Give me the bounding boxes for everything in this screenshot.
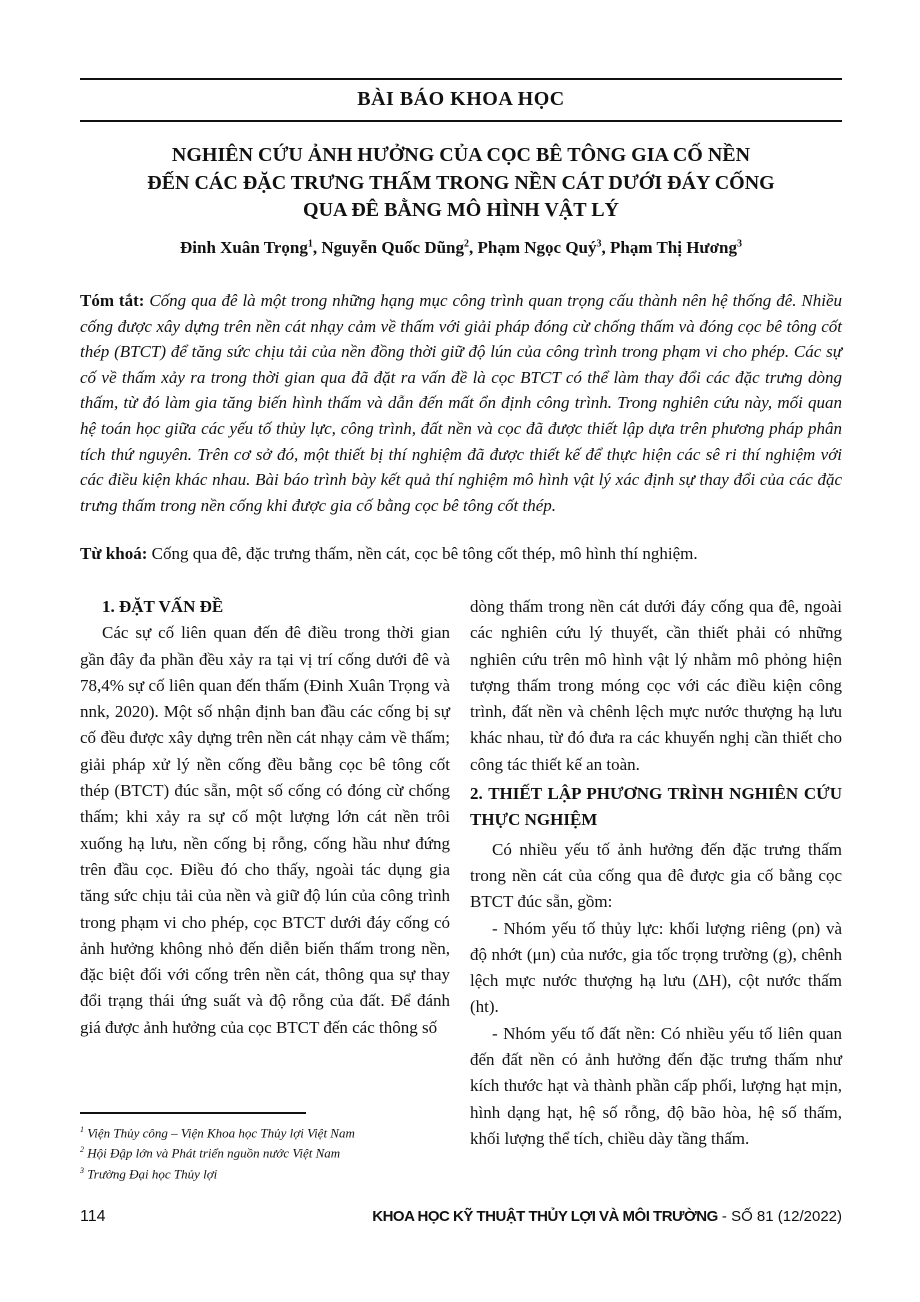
author: Phạm Ngọc Quý	[477, 238, 597, 257]
left-column	[80, 594, 450, 1041]
affiliation-mark: 3	[596, 238, 602, 250]
author: Nguyễn Quốc Dũng	[321, 238, 464, 257]
page-number: 114	[80, 1208, 106, 1225]
top-rule	[80, 78, 842, 80]
affiliation-mark: 1	[307, 238, 313, 250]
footnote: $^3$ Trường Đại học Thủy lợi	[80, 1165, 218, 1181]
keywords-label: Từ khoá:	[80, 544, 148, 563]
right-column	[470, 594, 842, 1152]
abstract	[80, 288, 842, 518]
paper-title	[100, 142, 822, 225]
abstract-label: Tóm tắt:	[80, 291, 145, 310]
list-item: - Nhóm yếu tố thủy lực: khối lượng riêng (ρn) và độ nhớt (μn) của nước, gia tốc trọng trường (g), chênh lệch mực nước thượng hạ lưu (ΔH), cột nước thấm (ht).	[470, 918, 842, 1017]
author: Phạm Thị Hương	[610, 238, 738, 257]
affiliation-mark: 3	[737, 238, 743, 250]
title-line: ĐẾN CÁC ĐẶC TRƯNG THẤM TRONG NỀN CÁT DƯỚI ĐÁY CỐNG	[147, 171, 775, 194]
section-heading: 2. THIẾT LẬP PHƯƠNG TRÌNH NGHIÊN CỨU THỰC NGHIỆM	[470, 784, 842, 830]
journal-name: KHOA HỌC KỸ THUẬT THỦY LỢI VÀ MÔI TRƯỜNG	[372, 1208, 718, 1225]
author-list: Đinh Xuân Trọng$^1$, Nguyễn Quốc Dũng$^2$, Phạm Ngọc Quý$^3$, Phạm Thị Hương$^3$	[179, 238, 743, 257]
keywords	[80, 544, 842, 564]
body-paragraph: dòng thấm trong nền cát dưới đáy cống qua đê, ngoài các nghiên cứu lý thuyết, cần thiết phải có những nghiên cứu trên mô hình vật lý nhằm mô phỏng hiện tượng thấm trong móng cọc với các điều kiện công trình, đất nền và chênh lệch mực nước thượng hạ lưu khác nhau, từ đó đưa ra các khuyến nghị cần thiết cho công tác thiết kế an toàn.	[470, 597, 842, 774]
section-label: BÀI BÁO KHOA HỌC	[357, 88, 565, 110]
title-line: QUA ĐÊ BẰNG MÔ HÌNH VẬT LÝ	[303, 199, 619, 221]
body-paragraph: Có nhiều yếu tố ảnh hưởng đến đặc trưng thấm trong nền cát của cống qua đê được gia cố bằng cọc BTCT đúc sẵn, gồm:	[470, 839, 842, 912]
footnote-rule	[80, 1112, 306, 1114]
affiliation-mark: 2	[464, 238, 469, 250]
section-heading: 1. ĐẶT VẤN ĐỀ	[102, 597, 224, 616]
title-line: NGHIÊN CỨU ẢNH HƯỞNG CỦA CỌC BÊ TÔNG GIA CỐ NỀN	[171, 144, 751, 166]
journal-footer	[372, 1208, 842, 1225]
footnote: $^1$ Viện Thủy công – Viện Khoa học Thủy lợi Việt Nam	[80, 1125, 355, 1141]
abstract-text: Cống qua đê là một trong những hạng mục công trình quan trọng cấu thành nên hệ thống đê. Nhiều cống được xây dựng trên nền cát nhạy cảm về thấm với giải pháp đóng cừ chống thấm và đóng cọc bê tông cốt thép (BTCT) để tăng sức chịu tải của nền đồng thời giữ độ lún của công trình trong phạm vi cho phép. Các sự cố về thấm xảy ra trong thời gian qua đã đặt ra vấn đề là cọc BTCT có thể làm thay đổi các đặc trưng dòng thấm, từ đó làm gia tăng biến hình thấm và dẫn đến mất ổn định công trình. Trong nghiên cứu này, mối quan hệ toán học giữa các yếu tố thủy lực, công trình, đất nền và cọc đã được thiết lập dựa trên phương pháp phân tích thứ nguyên. Trên cơ sở đó, một thiết bị thí nghiệm đã được thiết kế để thực hiện các sê ri thí nghiệm với các điều kiện khác nhau. Bài báo trình bày kết quả thí nghiệm mô hình vật lý xác định sự thay đổi của các đặc trưng thấm trong nền cống khi được gia cố bằng cọc bê tông cốt thép.	[80, 291, 843, 515]
list-item: - Nhóm yếu tố đất nền: Có nhiều yếu tố liên quan đến đất nền có ảnh hưởng đến đặc trưng thấm như kích thước hạt và thành phần cấp phối, lượng hạt mịn, hình dạng hạt, hệ số rỗng, độ bão hòa, hệ số thấm, khối lượng thể tích, chiều dày tầng thấm.	[470, 1023, 842, 1148]
header-rule	[80, 120, 842, 122]
keywords-text: Cống qua đê, đặc trưng thấm, nền cát, cọc bê tông cốt thép, mô hình thí nghiệm.	[151, 544, 698, 563]
footnotes	[80, 1121, 355, 1182]
body-paragraph: Các sự cố liên quan đến đê điều trong thời gian gần đây đa phần đều xảy ra tại vị trí cống dưới đê và 78,4% sự cố liên quan đến thấm (Đinh Xuân Trọng và nnk, 2020). Một số nhận định ban đầu các cống bị sự cố đều được xây dựng trên nền cát nhạy cảm về thấm; giải pháp xử lý nền cống đều bằng cọc bê tông cốt thép (BTCT) đúc sẵn, một số cống có đóng cừ chống thấm; khi xảy ra sự cố một lượng lớn cát nền trôi xuống hạ lưu, nền cống bị rỗng, cống hầu như đứng trên đầu cọc. Điều đó cho thấy, ngoài tác dụng gia tăng sức chịu tải của nền và giữ độ lún của công trình trong phạm vi cho phép, cọc BTCT dưới đáy cống có ảnh hưởng không nhỏ đến diễn biến thấm trong nền, đặc biệt đối với cống trên nền cát, thông qua sự thay đổi trạng thái ứng suất và độ rỗng của đất. Để đánh giá được ảnh hưởng của cọc BTCT đến các thông số	[80, 623, 450, 1037]
footnote: $^2$ Hội Đập lớn và Phát triển nguồn nước Việt Nam	[80, 1145, 341, 1161]
journal-issue: - SỐ 81 (12/2022)	[717, 1208, 842, 1225]
author: Đinh Xuân Trọng	[179, 238, 308, 257]
